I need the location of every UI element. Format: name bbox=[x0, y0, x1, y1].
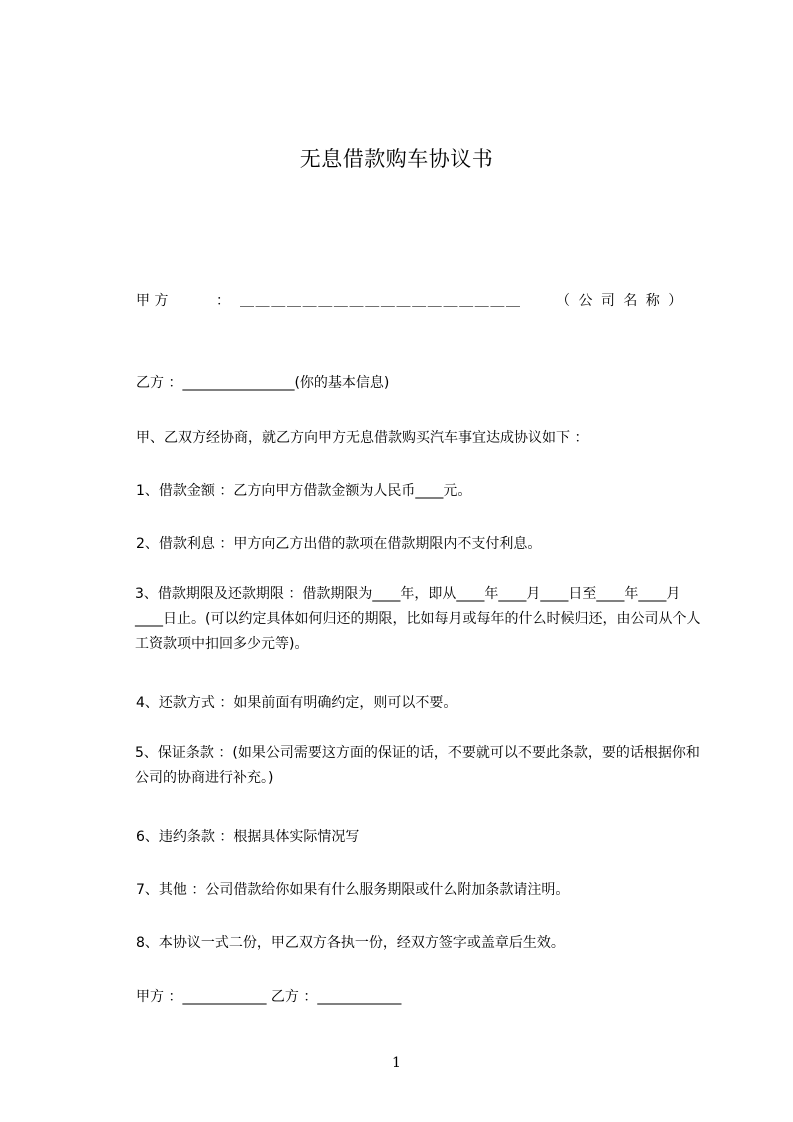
document-title: 无息借款购车协议书 bbox=[299, 147, 494, 171]
clause-4: 4、还款方式 ：如果前面有明确约定，则可以不要。 bbox=[136, 695, 458, 711]
clause-5: 5、保证条款 ：(如果公司需要这方面的保证的话，不要就可以不要此条款，要的话根据你和公司的协商进行补充。) bbox=[135, 745, 700, 786]
clause-1: 1、借款金额 ：乙方向甲方借款金额为人民币____元。 bbox=[136, 483, 472, 499]
party-a-line bbox=[136, 290, 703, 310]
party-a-colon: ： bbox=[216, 293, 230, 309]
intro-paragraph: 甲、乙双方经协商，就乙方向甲方无息借款购买汽车事宜达成协议如下 ： bbox=[136, 430, 589, 446]
signature-line: 甲方 ：____________ 乙方 ：____________ bbox=[136, 989, 402, 1005]
clause-3: 3、借款期限及还款期限 ：借款期限为____年，即从____年____月____日至____年____月____日止。(可以约定具体如何归还的期限，比如每月或每年的什么时候归还，由公司从个人工资款项中扣回多少元等)。 bbox=[135, 586, 701, 652]
party-a-hint: （ 公 司 名 称 ） bbox=[556, 293, 685, 309]
clause-2: 2、借款利息 ：甲方向乙方出借的款项在借款期限内不支付利息。 bbox=[136, 536, 542, 552]
clause-6: 6、违约条款 ：根据具体实际情况写 bbox=[136, 829, 360, 845]
party-b-line: 乙方 ：________________(你的基本信息) bbox=[136, 375, 390, 391]
party-a-blank: ＿ ＿ ＿ ＿ ＿ ＿ ＿ ＿ ＿ ＿ ＿ ＿ ＿ ＿ ＿ ＿ ＿ ＿ bbox=[240, 293, 519, 309]
party-a-label: 甲 方 bbox=[136, 293, 169, 309]
page-number: 1 bbox=[392, 1055, 401, 1071]
clause-7: 7、其他 ：公司借款给你如果有什么服务期限或什么附加条款请注明。 bbox=[136, 882, 570, 898]
clause-8: 8、本协议一式二份，甲乙双方各执一份，经双方签字或盖章后生效。 bbox=[136, 935, 565, 951]
